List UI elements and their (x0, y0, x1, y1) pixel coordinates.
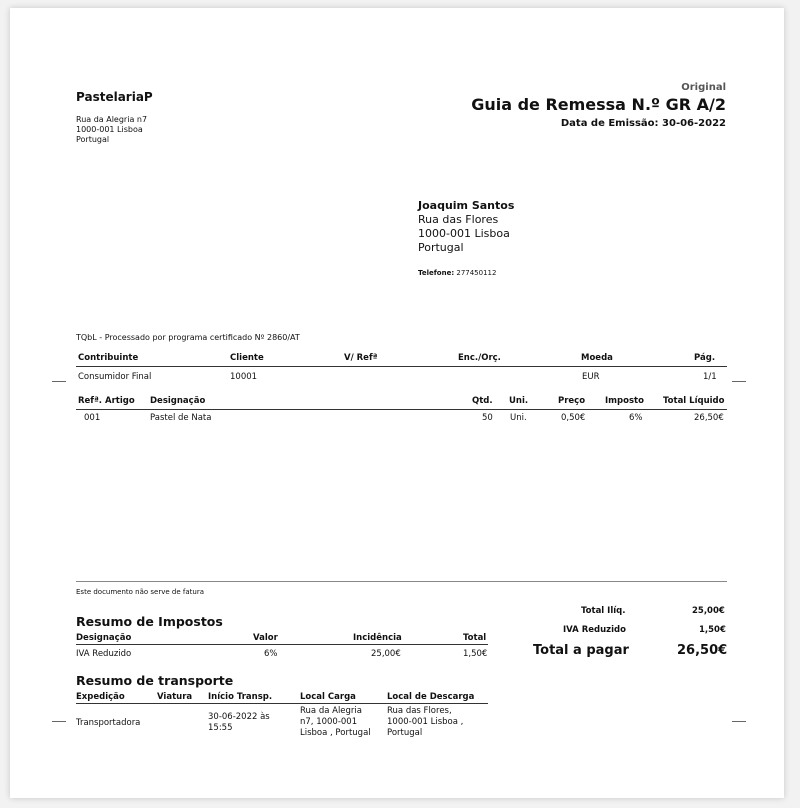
items-header-total: Total Líquido (663, 396, 725, 406)
tax-cell-incidencia: 25,00€ (371, 649, 401, 659)
tax-cell-valor: 6% (264, 649, 278, 659)
transport-header-local-descarga: Local de Descarga (387, 692, 475, 702)
transport-cell-expedicao: Transportadora (76, 718, 141, 728)
document-title: Guia de Remessa N.º GR A/2 (471, 95, 726, 114)
info-header-rule (76, 366, 727, 367)
items-header-rule (76, 409, 727, 410)
info-header-pag: Pág. (694, 353, 716, 363)
copy-label: Original (681, 82, 726, 93)
transport-summary-title: Resumo de transporte (76, 673, 234, 688)
customer-name: Joaquim Santos (418, 199, 515, 212)
fold-mark-right (732, 381, 746, 382)
iva-label: IVA Reduzido (563, 625, 626, 635)
transport-header-inicio: Início Transp. (208, 692, 273, 702)
transport-header-expedicao: Expedição (76, 692, 125, 702)
info-cell-cliente: 10001 (230, 372, 258, 382)
customer-address-line-3: Portugal (418, 241, 464, 254)
document-page (10, 8, 784, 798)
item-uni: Uni. (510, 413, 527, 423)
items-header-uni: Uni. (509, 396, 529, 406)
total-iliquido-value: 25,00€ (692, 606, 725, 616)
certification-note: TQbL - Processado por programa certificado Nº 2860/AT (76, 333, 300, 342)
item-ref: 001 (84, 413, 101, 423)
fold-mark-right-bottom (732, 721, 746, 722)
item-designacao: Pastel de Nata (150, 413, 212, 423)
transport-cell-inicio: 30-06-2022 às 15:55 (208, 712, 270, 733)
tax-header-valor: Valor (253, 633, 278, 643)
info-header-enc: Enc./Orç. (458, 353, 501, 363)
tax-header-rule (76, 644, 488, 645)
grand-total-value: 26,50€ (677, 643, 728, 658)
tax-cell-designacao: IVA Reduzido (76, 649, 132, 659)
info-cell-contribuinte: Consumidor Final (78, 372, 152, 382)
items-header-ref: Refª. Artigo (78, 396, 135, 406)
info-header-moeda: Moeda (581, 353, 613, 363)
item-preco: 0,50€ (561, 413, 586, 423)
issue-date: Data de Emissão: 30-06-2022 (560, 118, 726, 129)
info-header-cliente: Cliente (230, 353, 264, 363)
tax-header-total: Total (463, 633, 487, 643)
info-header-ref: V/ Refª (344, 353, 378, 363)
items-header-qtd: Qtd. (472, 396, 493, 406)
phone-value: 277450112 (456, 269, 497, 277)
info-header-contribuinte: Contribuinte (78, 353, 139, 363)
footer-rule (76, 581, 727, 582)
items-header-designacao: Designação (150, 396, 206, 406)
company-address-line-1: Rua da Alegria n7 (76, 115, 148, 124)
customer-address-line-2: 1000-001 Lisboa (418, 227, 510, 240)
company-name: PastelariaP (76, 90, 153, 104)
item-imposto: 6% (629, 413, 643, 423)
transport-header-local-carga: Local Carga (300, 692, 356, 702)
items-header-imposto: Imposto (605, 396, 644, 406)
items-header-preco: Preço (558, 396, 586, 406)
transport-header-viatura: Viatura (157, 692, 193, 702)
fold-mark-left (52, 381, 66, 382)
total-iliquido-label: Total Ilíq. (581, 606, 626, 616)
item-qtd: 50 (482, 413, 493, 423)
transport-cell-local-descarga: Rua das Flores, 1000-001 Lisboa , Portugal (387, 706, 464, 738)
iva-value: 1,50€ (699, 625, 726, 635)
transport-header-rule (76, 703, 488, 704)
phone-label: Telefone: (418, 269, 455, 277)
info-cell-pag: 1/1 (703, 372, 717, 382)
info-cell-moeda: EUR (582, 372, 600, 382)
company-address-line-3: Portugal (76, 135, 110, 144)
tax-cell-total: 1,50€ (463, 649, 488, 659)
fold-mark-left-bottom (52, 721, 66, 722)
customer-phone (418, 269, 496, 277)
tax-summary-title: Resumo de Impostos (76, 614, 223, 629)
company-address-line-2: 1000-001 Lisboa (76, 125, 143, 134)
customer-address-line-1: Rua das Flores (418, 213, 499, 226)
transport-cell-local-carga: Rua da Alegria n7, 1000-001 Lisboa , Portugal (300, 706, 371, 738)
footer-note: Este documento não serve de fatura (76, 588, 204, 596)
item-total: 26,50€ (694, 413, 724, 423)
tax-header-incidencia: Incidência (353, 633, 402, 643)
grand-total-label: Total a pagar (533, 643, 629, 658)
tax-header-designacao: Designação (76, 633, 132, 643)
